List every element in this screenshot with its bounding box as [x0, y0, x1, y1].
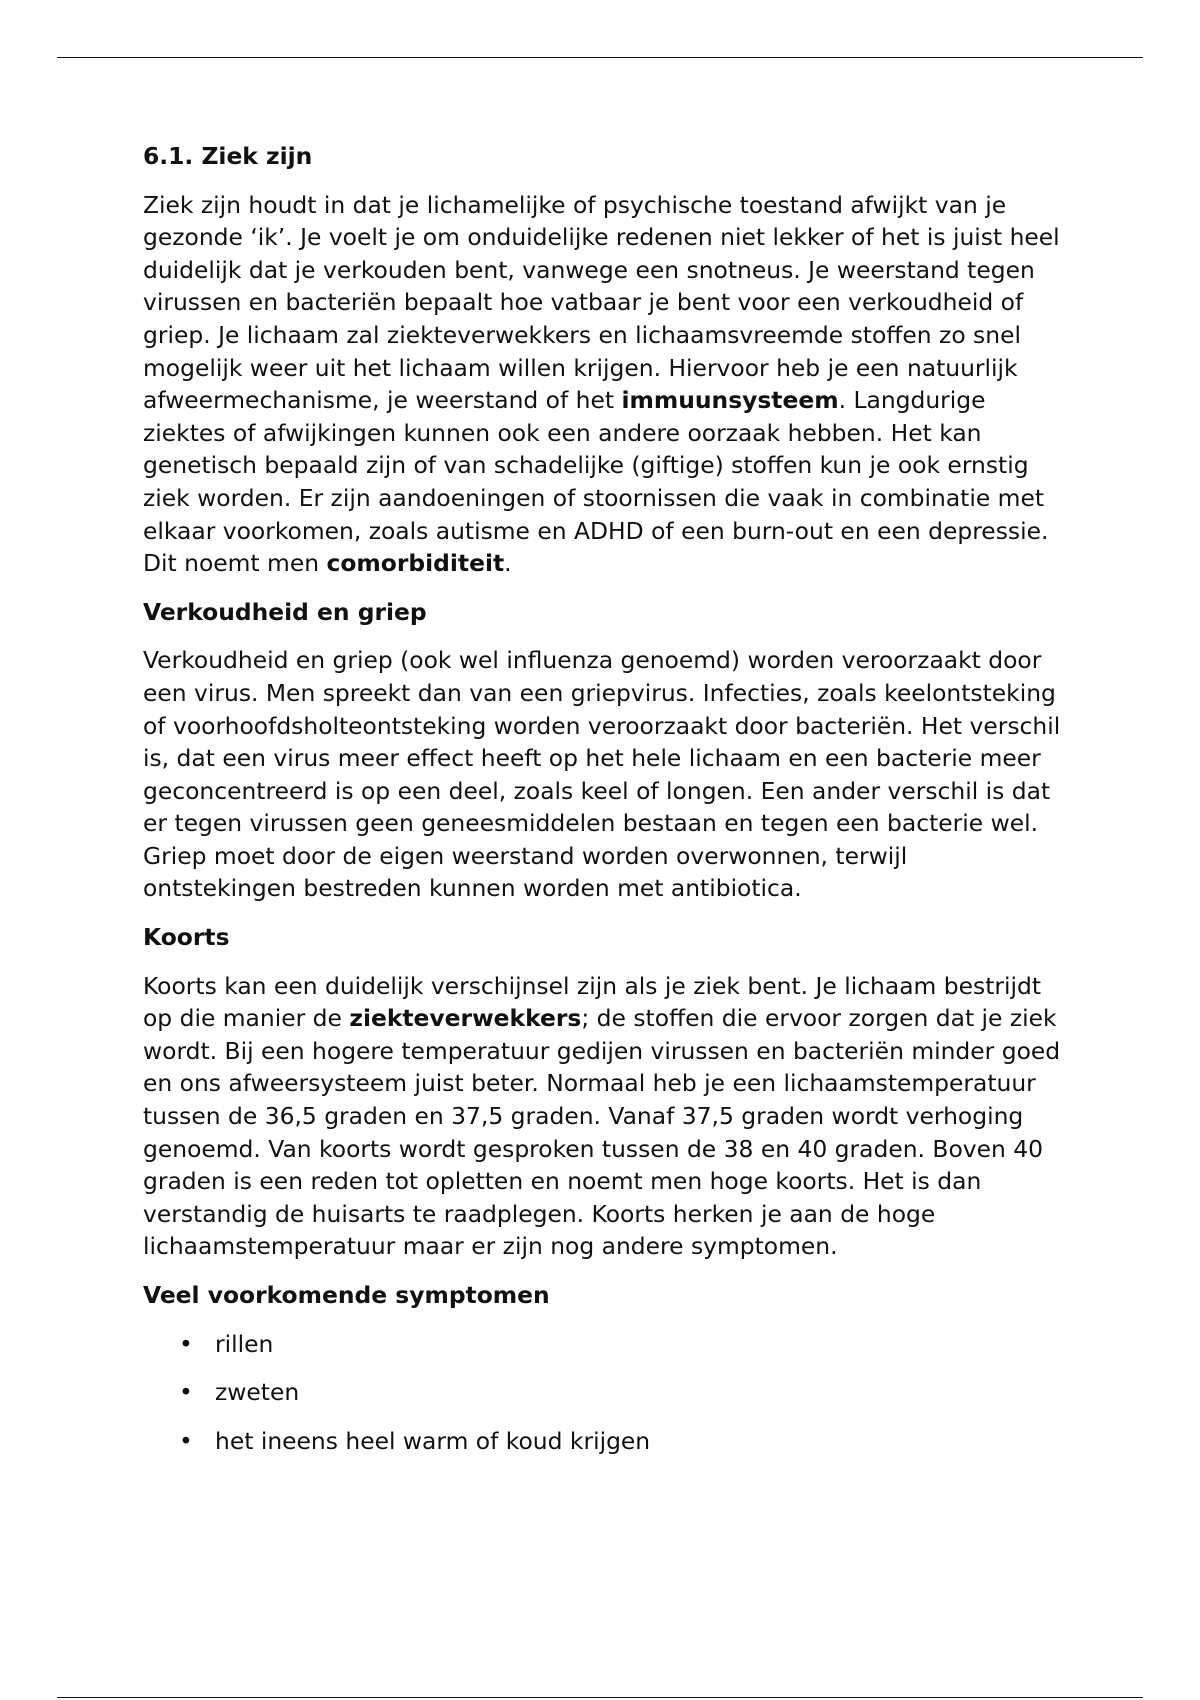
- paragraph-koorts: [143, 970, 1063, 1263]
- term-immuunsysteem: immuunsysteem: [621, 386, 839, 415]
- header-rule: [57, 57, 1143, 58]
- intro-paragraph: [143, 189, 1063, 580]
- document-body: [143, 140, 1063, 1473]
- intro-text-1: Ziek zijn houdt in dat je lichamelijke of psychische toestand afwijkt van je gezonde ‘ik’. Je voelt je om onduidelijke redenen niet lekker of het is juist heel duidelijk dat je verkouden bent, vanwege een snotneus. Je weerstand tegen virussen en bacteriën bepaalt hoe vatbaar je bent voor een verkoudheid of griep. Je lichaam zal ziekteverwekkers en lichaamsvreemde stoffen zo snel mogelijk weer uit het lichaam willen krijgen. Hiervoor heb je een natuurlijk afweermechanisme, je weerstand of het: [143, 190, 1060, 415]
- subheading-verkoudheid: Verkoudheid en griep: [143, 597, 427, 626]
- symptom-list: [143, 1328, 1063, 1458]
- intro-text-3: .: [504, 549, 512, 578]
- footer-rule: [57, 1697, 1143, 1698]
- term-ziekteverwekkers: ziekteverwekkers: [349, 1004, 582, 1033]
- list-item: • rillen: [215, 1328, 1063, 1361]
- koorts-text-1: Koorts kan een duidelijk verschijnsel zijn als je ziek bent. Je lichaam bestrijdt op die manier de: [143, 971, 1042, 1033]
- list-item: • het ineens heel warm of koud krijgen: [215, 1425, 1063, 1458]
- list-item: • zweten: [215, 1376, 1063, 1409]
- subheading-symptomen: Veel voorkomende symptomen: [143, 1281, 550, 1309]
- subheading-koorts: Koorts: [143, 923, 230, 952]
- intro-text-2: . Langdurige ziektes of afwijkingen kunnen ook een andere oorzaak hebben. Het kan genetisch bepaald zijn of van schadelijke (giftige) stoffen kun je ook ernstig ziek worden. Er zijn aandoeningen of stoornissen die vaak in combinatie met elkaar voorkomen, zoals autisme en ADHD of een burn-out en een depressie. Dit noemt men: [143, 386, 1049, 578]
- paragraph-verkoudheid: Verkoudheid en griep (ook wel influenza genoemd) worden veroorzaakt door een virus. Men spreekt dan van een griepvirus. Infecties, zoals keelontsteking of voorhoofdsholteontsteking worden veroorzaakt door bacteriën. Het verschil is, dat een virus meer effect heeft op het hele lichaam en een bacterie meer geconcentreerd is op een deel, zoals keel of longen. Een ander verschil is dat er tegen virussen geen geneesmiddelen bestaan en tegen een bacterie wel. Griep moet door de eigen weerstand worden overwonnen, terwijl ontstekingen bestreden kunnen worden met antibiotica.: [143, 646, 1061, 903]
- section-heading: 6.1. Ziek zijn: [143, 142, 313, 170]
- term-comorbiditeit: comorbiditeit: [326, 549, 505, 578]
- koorts-text-2: ; de stoffen die ervoor zorgen dat je ziek wordt. Bij een hogere temperatuur gedijen virussen en bacteriën minder goed en ons afweersysteem juist beter. Normaal heb je een lichaamstemperatuur tussen de 36,5 graden en 37,5 graden. Vanaf 37,5 graden wordt verhoging genoemd. Van koorts wordt gesproken tussen de 38 en 40 graden. Boven 40 graden is een reden tot opletten en noemt men hoge koorts. Het is dan verstandig de huisarts te raadplegen. Koorts herken je aan de hoge lichaamstemperatuur maar er zijn nog andere symptomen.: [143, 1004, 1061, 1261]
